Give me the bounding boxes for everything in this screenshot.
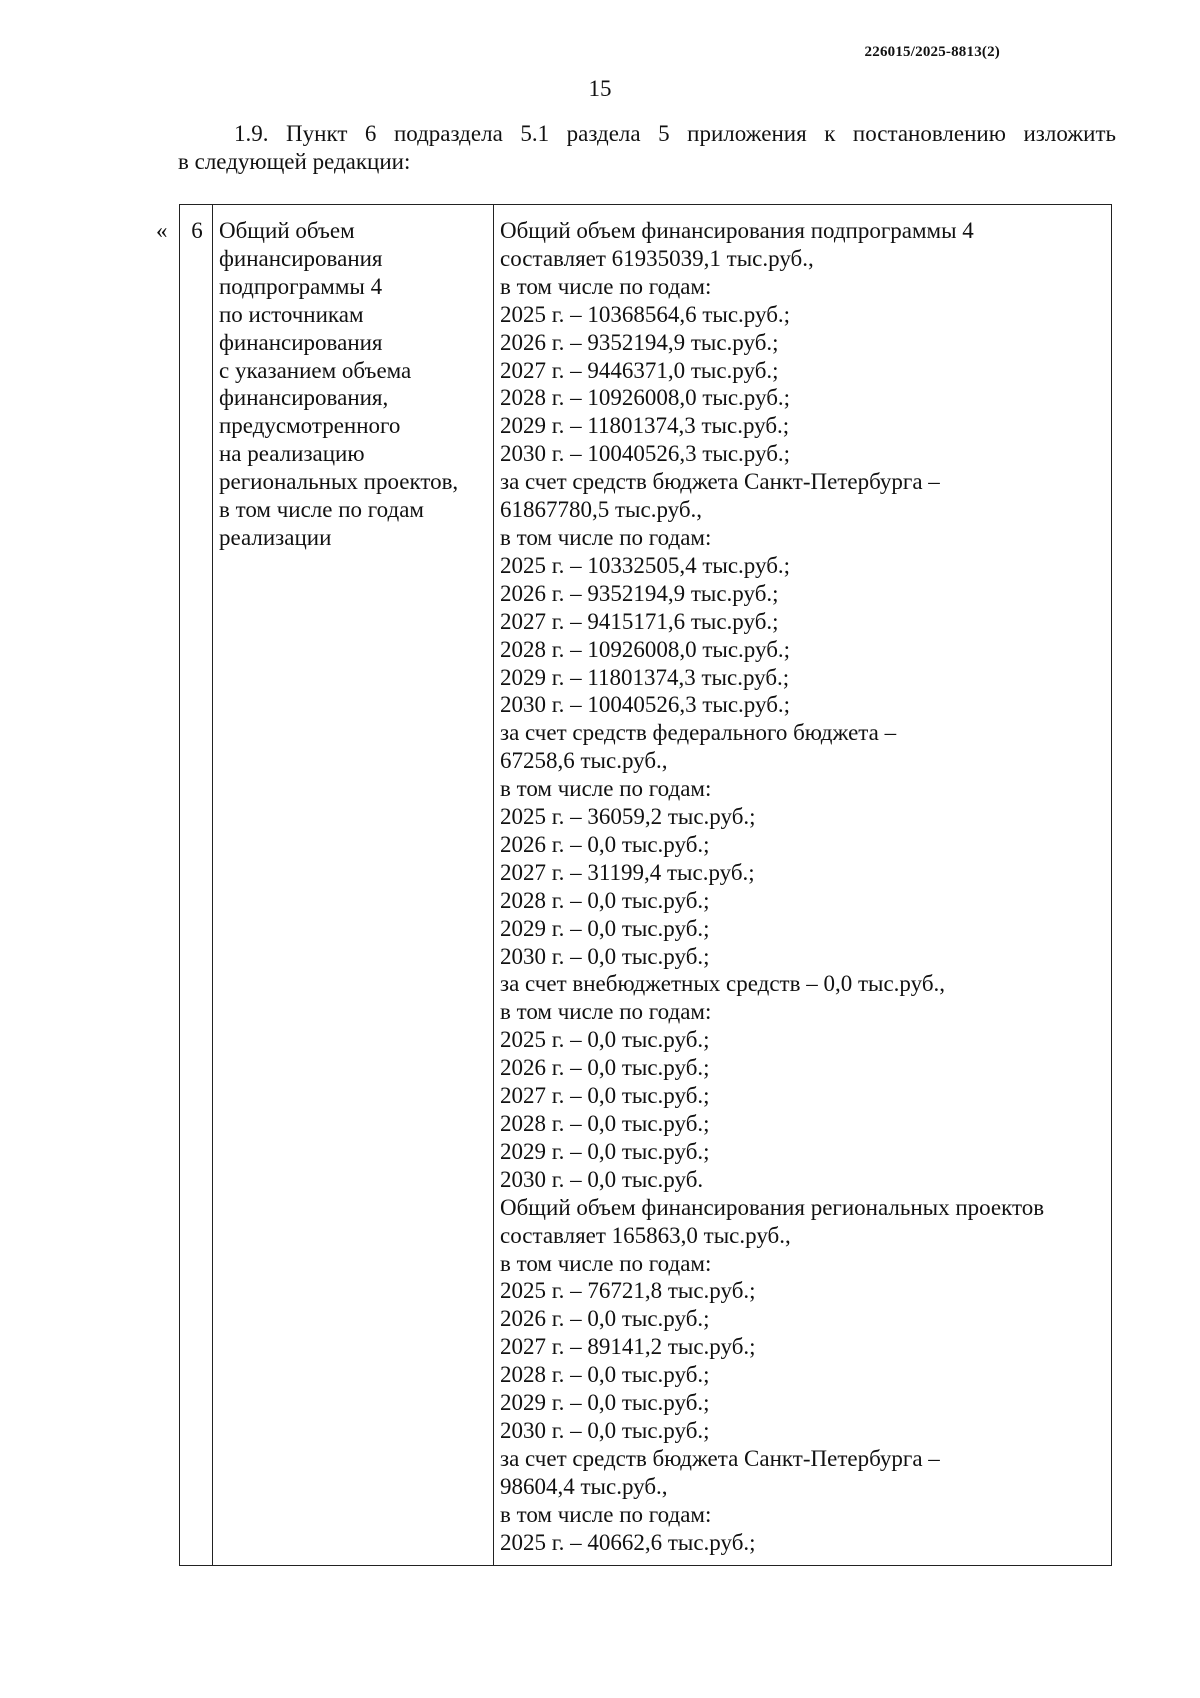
intro-paragraph: [178, 120, 1116, 176]
label-line: на реализацию: [219, 441, 365, 467]
content-line: 2025 г. – 10332505,4 тыс.руб.;: [500, 552, 791, 578]
content-line: 2029 г. – 0,0 тыс.руб.;: [500, 1390, 710, 1416]
table-row: [180, 205, 1112, 1566]
content-line: в том числе по годам:: [500, 999, 712, 1025]
content-line: 67258,6 тыс.руб.,: [500, 748, 668, 774]
content-line: 2028 г. – 0,0 тыс.руб.;: [500, 887, 710, 913]
page-number: 15: [588, 76, 612, 101]
intro-line-2: в следующей редакции:: [178, 149, 411, 174]
content-line: составляет 165863,0 тыс.руб.,: [500, 1222, 791, 1248]
label-line: региональных проектов,: [219, 469, 459, 495]
label-line: подпрограммы 4: [219, 273, 383, 299]
content-line: 2026 г. – 0,0 тыс.руб.;: [500, 831, 710, 857]
content-line: 2026 г. – 0,0 тыс.руб.;: [500, 1055, 710, 1081]
content-line: 2025 г. – 76721,8 тыс.руб.;: [500, 1278, 756, 1304]
content-line: Общий объем финансирования подпрограммы 4: [500, 218, 974, 243]
content-line: в том числе по годам:: [500, 776, 712, 802]
financing-table: [179, 204, 1112, 1566]
content-line: 2027 г. – 31199,4 тыс.руб.;: [500, 859, 755, 885]
content-line: 2027 г. – 9446371,0 тыс.руб.;: [500, 357, 779, 383]
label-line: финансирования: [219, 329, 383, 355]
content-line: 2027 г. – 89141,2 тыс.руб.;: [500, 1334, 756, 1360]
document-id: 226015/2025-8813(2): [864, 44, 1000, 60]
label-line: финансирования,: [219, 385, 389, 411]
content-line: в том числе по годам:: [500, 1501, 712, 1527]
content-line: в том числе по годам:: [500, 524, 712, 550]
content-line: 2026 г. – 0,0 тыс.руб.;: [500, 1306, 710, 1332]
label-line: в том числе по годам: [219, 497, 424, 523]
content-line: 2029 г. – 0,0 тыс.руб.;: [500, 1138, 710, 1164]
content-line: за счет средств федерального бюджета –: [500, 720, 897, 746]
content-line: 98604,4 тыс.руб.,: [500, 1473, 668, 1499]
label-cell: [213, 205, 494, 1566]
content-line: 2025 г. – 36059,2 тыс.руб.;: [500, 804, 756, 830]
content-line: составляет 61935039,1 тыс.руб.,: [500, 245, 814, 271]
label-line: реализации: [219, 524, 332, 550]
content-line: 2030 г. – 10040526,3 тыс.руб.;: [500, 441, 791, 467]
content-line: 2026 г. – 9352194,9 тыс.руб.;: [500, 329, 779, 355]
content-line: 2025 г. – 40662,6 тыс.руб.;: [500, 1529, 756, 1555]
opening-quote: «: [156, 218, 168, 243]
content-line: 2028 г. – 10926008,0 тыс.руб.;: [500, 636, 791, 662]
content-line: 2030 г. – 0,0 тыс.руб.: [500, 1166, 704, 1192]
content-line: 2028 г. – 10926008,0 тыс.руб.;: [500, 385, 791, 411]
content-line: за счет средств бюджета Санкт-Петербурга –: [500, 469, 940, 495]
intro-line-1: 1.9. Пункт 6 подраздела 5.1 раздела 5 приложения к постановлению изложить: [234, 121, 1116, 146]
label-line: по источникам: [219, 301, 364, 327]
content-line: за счет средств бюджета Санкт-Петербурга –: [500, 1445, 940, 1471]
content-line: 2028 г. – 0,0 тыс.руб.;: [500, 1362, 710, 1388]
content-line: 2029 г. – 0,0 тыс.руб.;: [500, 915, 710, 941]
content-line: 2027 г. – 0,0 тыс.руб.;: [500, 1083, 710, 1109]
label-line: с указанием объема: [219, 357, 412, 383]
content-line: в том числе по годам:: [500, 273, 712, 299]
content-line: 2030 г. – 10040526,3 тыс.руб.;: [500, 692, 791, 718]
content-line: за счет внебюджетных средств – 0,0 тыс.руб.,: [500, 971, 946, 997]
content-line: 2028 г. – 0,0 тыс.руб.;: [500, 1111, 710, 1136]
label-line: предусмотренного: [219, 413, 401, 439]
content-line: в том числе по годам:: [500, 1250, 712, 1276]
content-cell: [494, 205, 1112, 1566]
content-line: 2030 г. – 0,0 тыс.руб.;: [500, 1417, 710, 1443]
label-line: финансирования: [219, 245, 383, 271]
content-line: Общий объем финансирования региональных проектов: [500, 1194, 1045, 1220]
content-line: 2029 г. – 11801374,3 тыс.руб.;: [500, 413, 790, 439]
content-line: 2027 г. – 9415171,6 тыс.руб.;: [500, 608, 779, 634]
content-line: 61867780,5 тыс.руб.,: [500, 497, 703, 523]
label-line: Общий объем: [219, 218, 355, 243]
row-number-cell: 6: [180, 205, 213, 1566]
content-line: 2030 г. – 0,0 тыс.руб.;: [500, 943, 710, 969]
content-line: 2025 г. – 10368564,6 тыс.руб.;: [500, 301, 791, 327]
content-line: 2025 г. – 0,0 тыс.руб.;: [500, 1027, 710, 1053]
content-line: 2029 г. – 11801374,3 тыс.руб.;: [500, 664, 790, 690]
content-line: 2026 г. – 9352194,9 тыс.руб.;: [500, 580, 779, 606]
